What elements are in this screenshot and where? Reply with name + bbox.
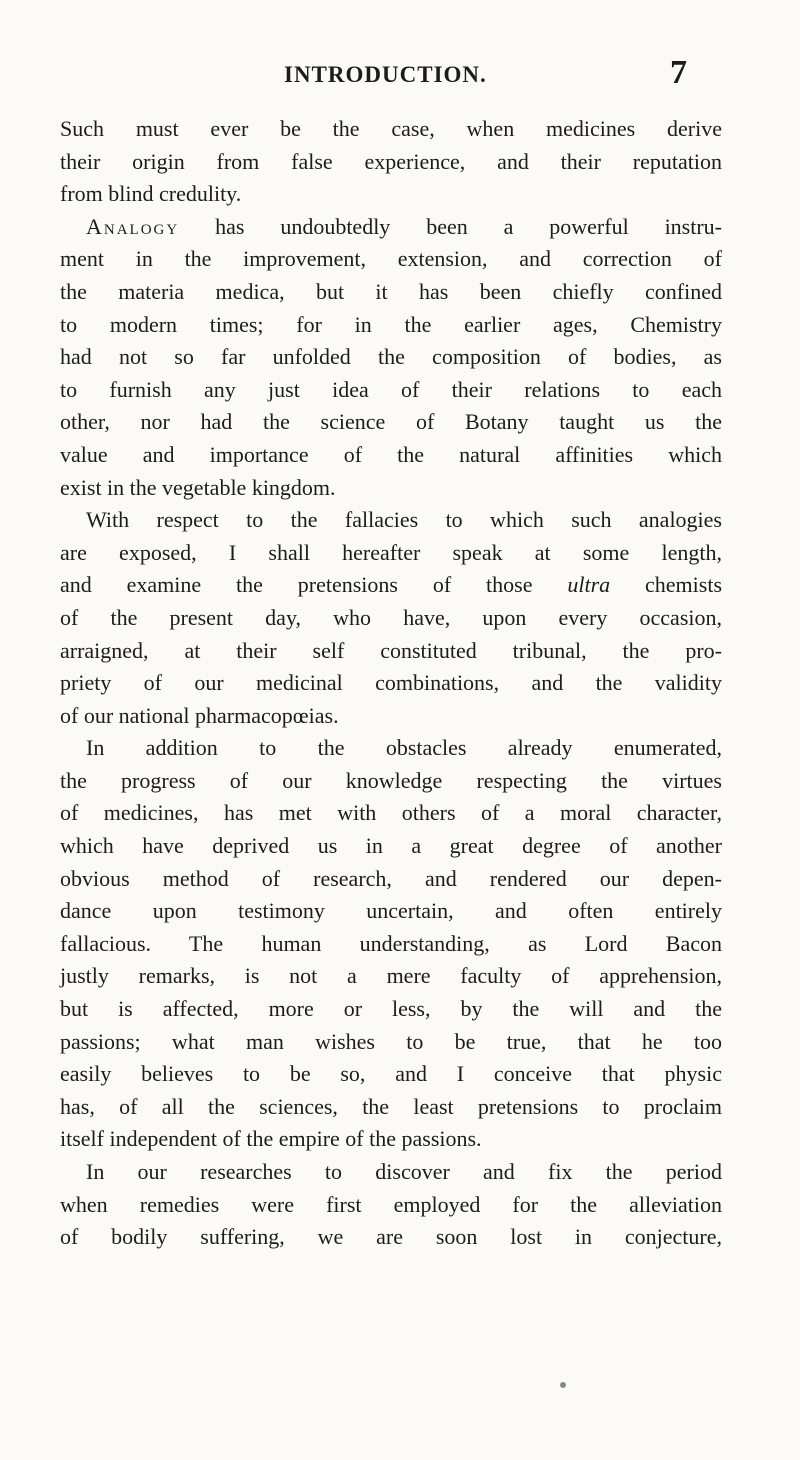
- text-fragment: chemists: [645, 572, 723, 598]
- text-line: but is affected, more or less, by the will and the: [60, 996, 722, 1022]
- text-line: priety of our medicinal combinations, and the validity: [60, 670, 722, 696]
- text-line: value and importance of the natural affinities which: [60, 441, 722, 467]
- text-line: [60, 211, 722, 244]
- text-line: of our national pharmacopœias.: [60, 702, 339, 728]
- text-line: are exposed, I shall hereafter speak at some length,: [60, 539, 722, 565]
- text-line: Such must ever be the case, when medicines derive: [60, 116, 722, 141]
- text-fragment: has undoubtedly been a powerful instru-: [215, 213, 723, 239]
- running-head: INTRODUCTION.: [284, 62, 487, 87]
- page-header: [60, 54, 720, 98]
- text-line: In our researches to discover and fix the period: [86, 1159, 722, 1184]
- page-number: 7: [670, 54, 687, 91]
- text-line: of bodily suffering, we are soon lost in conjecture,: [60, 1224, 722, 1250]
- text-line: the materia medica, but it has been chiefly confined: [60, 278, 722, 304]
- text-line: fallacious. The human understanding, as Lord Bacon: [60, 930, 722, 956]
- text-line: which have deprived us in a great degree of another: [60, 833, 722, 859]
- text-line: ment in the improvement, extension, and correction of: [60, 246, 722, 272]
- text-line: has, of all the sciences, the least pretensions to proclaim: [60, 1093, 722, 1119]
- body-text: [60, 113, 722, 1254]
- text-line: passions; what man wishes to be true, that he too: [60, 1028, 722, 1054]
- text-line: their origin from false experience, and their reputation: [60, 148, 722, 174]
- text-line: the progress of our knowledge respecting the virtues: [60, 767, 722, 793]
- ultra-word: ultra: [567, 572, 611, 598]
- text-line: itself independent of the empire of the passions.: [60, 1126, 482, 1152]
- text-line: arraigned, at their self constituted tribunal, the pro-: [60, 637, 722, 663]
- text-line: had not so far unfolded the composition of bodies, as: [60, 344, 722, 370]
- ink-spot: [560, 1382, 566, 1388]
- text-line: justly remarks, is not a mere faculty of apprehension,: [60, 963, 722, 989]
- text-line: other, nor had the science of Botany taught us the: [60, 409, 722, 435]
- text-line: of the present day, who have, upon every occasion,: [60, 604, 722, 630]
- text-line: from blind credulity.: [60, 181, 242, 207]
- text-line: dance upon testimony uncertain, and often entirely: [60, 898, 722, 924]
- text-line: [60, 569, 722, 602]
- analogy-word: Analogy: [86, 213, 180, 239]
- text-line: when remedies were first employed for the alleviation: [60, 1191, 722, 1217]
- text-line: of medicines, has met with others of a moral character,: [60, 800, 722, 826]
- text-line: exist in the vegetable kingdom.: [60, 474, 336, 500]
- text-line: In addition to the obstacles already enumerated,: [86, 735, 722, 761]
- text-line: With respect to the fallacies to which such analogies: [86, 507, 722, 533]
- text-fragment: and examine the pretensions of those: [60, 572, 533, 598]
- text-line: to modern times; for in the earlier ages, Chemistry: [60, 311, 722, 337]
- text-line: easily believes to be so, and I conceive that physic: [60, 1061, 722, 1087]
- text-line: to furnish any just idea of their relations to each: [60, 376, 722, 402]
- text-line: obvious method of research, and rendered our depen-: [60, 865, 722, 891]
